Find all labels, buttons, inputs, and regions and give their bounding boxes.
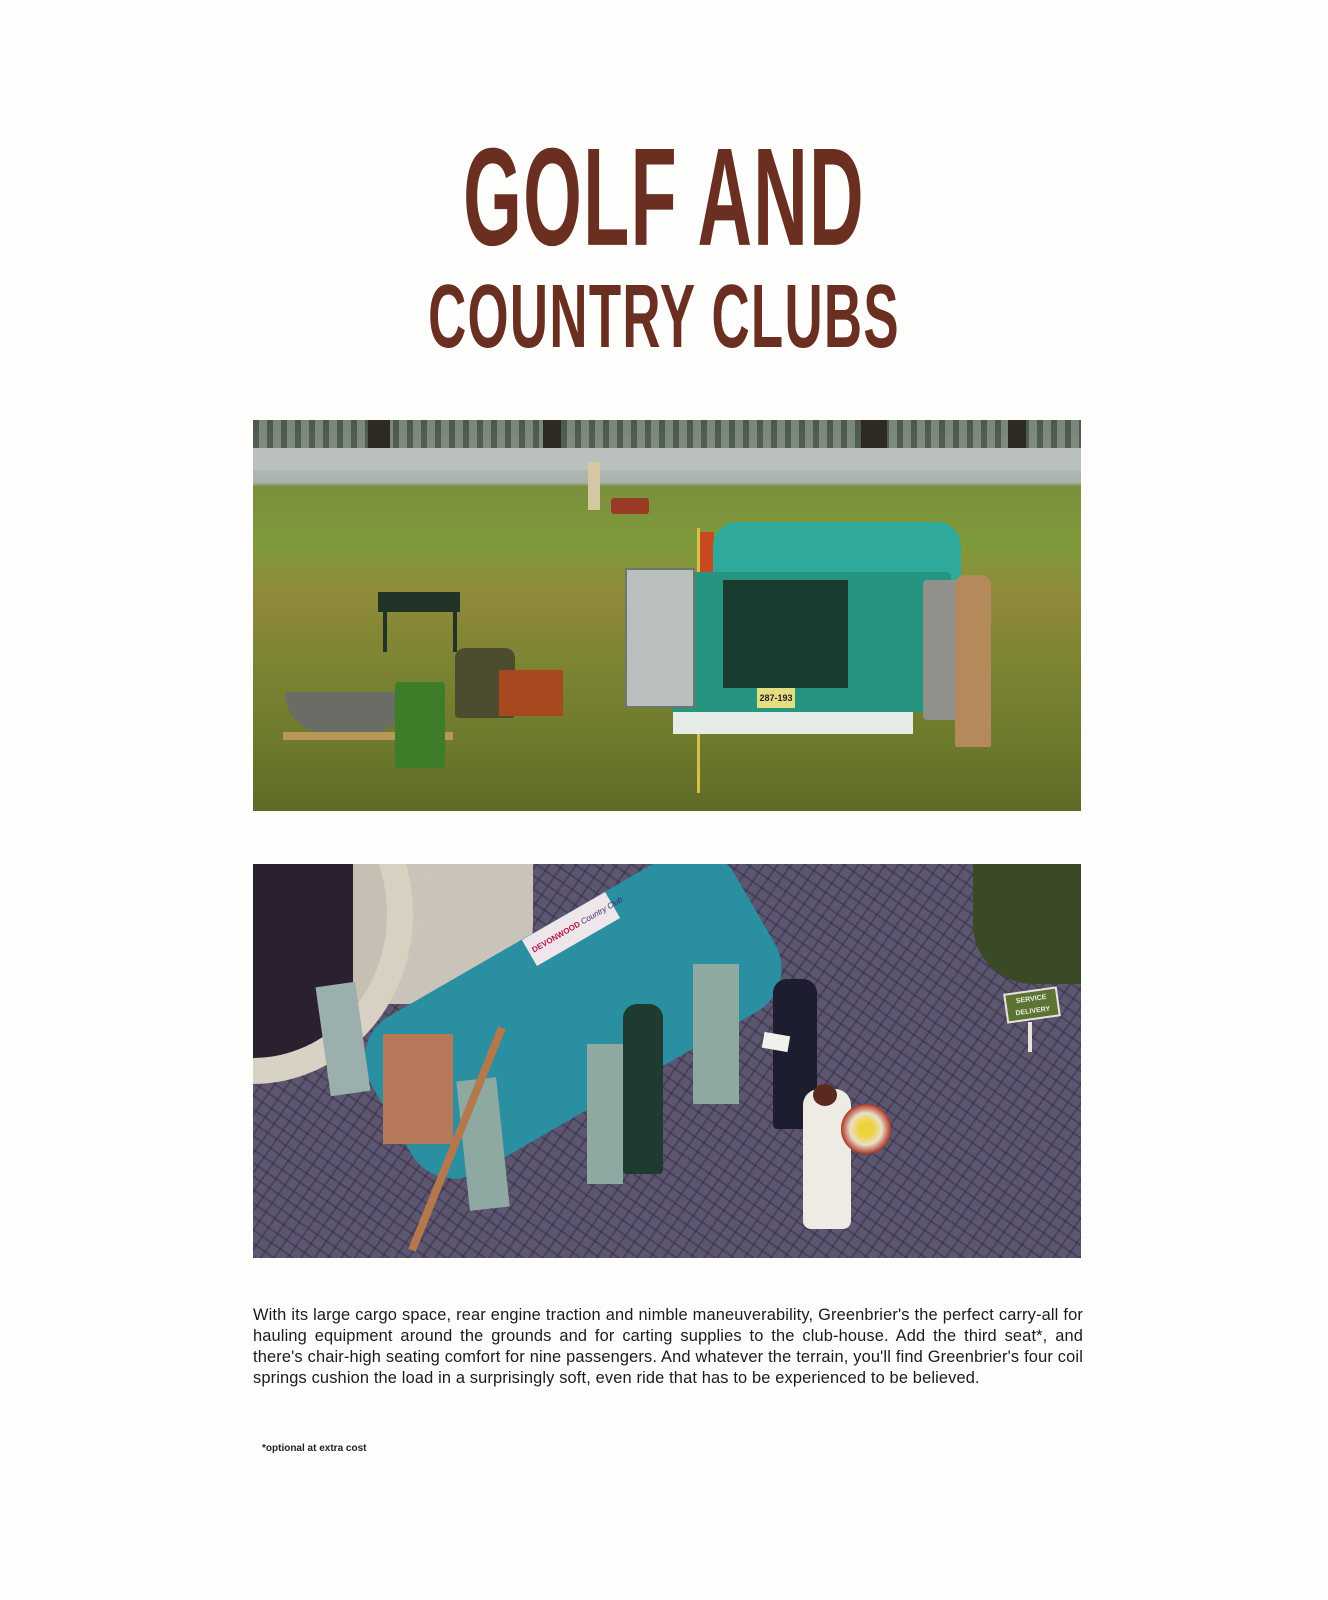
wheelbarrow [285, 692, 409, 734]
fertilizer-bag [395, 682, 445, 768]
van-side-door [693, 964, 739, 1104]
page-title-line-2: COUNTRY CLUBS [428, 266, 900, 367]
flower-bouquet [841, 1104, 891, 1154]
page-title-line-1: GOLF AND [463, 119, 865, 276]
lake [253, 448, 1081, 470]
van-bumper [673, 712, 913, 734]
cargo-boxes [383, 1034, 453, 1144]
footnote: *optional at extra cost [262, 1443, 367, 1454]
lawn-mower [611, 498, 649, 514]
country-club-delivery-photo [253, 864, 1081, 1258]
groundskeeper-figure [588, 462, 600, 510]
papers [762, 1032, 790, 1052]
park-bench [378, 592, 460, 612]
roof-sign-brand: DEVONWOOD [530, 919, 582, 955]
license-plate: 287-193 [757, 688, 795, 708]
body-paragraph: With its large cargo space, rear engine traction and nimble maneuverability, Greenbrier's the perfect carry-all for hauling equipment around the grounds and for carting supplies to the club-house. Add the third seat*, and there's chair-high seating comfort for nine passengers. And whatever the terrain, you'll find Greenbrier's four coil springs cushion the load in a surprisingly soft, even ride that has to be experienced to be believed. [253, 1306, 1083, 1387]
golf-course-maintenance-photo [253, 420, 1081, 811]
delivery-man [623, 1004, 663, 1174]
shrubs [973, 864, 1081, 984]
van-side-door [587, 1044, 623, 1184]
van-cargo-area [723, 580, 848, 688]
service-delivery-sign: SERVICE DELIVERY [1003, 986, 1061, 1023]
roof-sign-script: Country Club [579, 895, 625, 927]
van-open-rear-door [625, 568, 695, 708]
worker-at-van [955, 575, 991, 747]
spreader-cart [499, 670, 563, 716]
